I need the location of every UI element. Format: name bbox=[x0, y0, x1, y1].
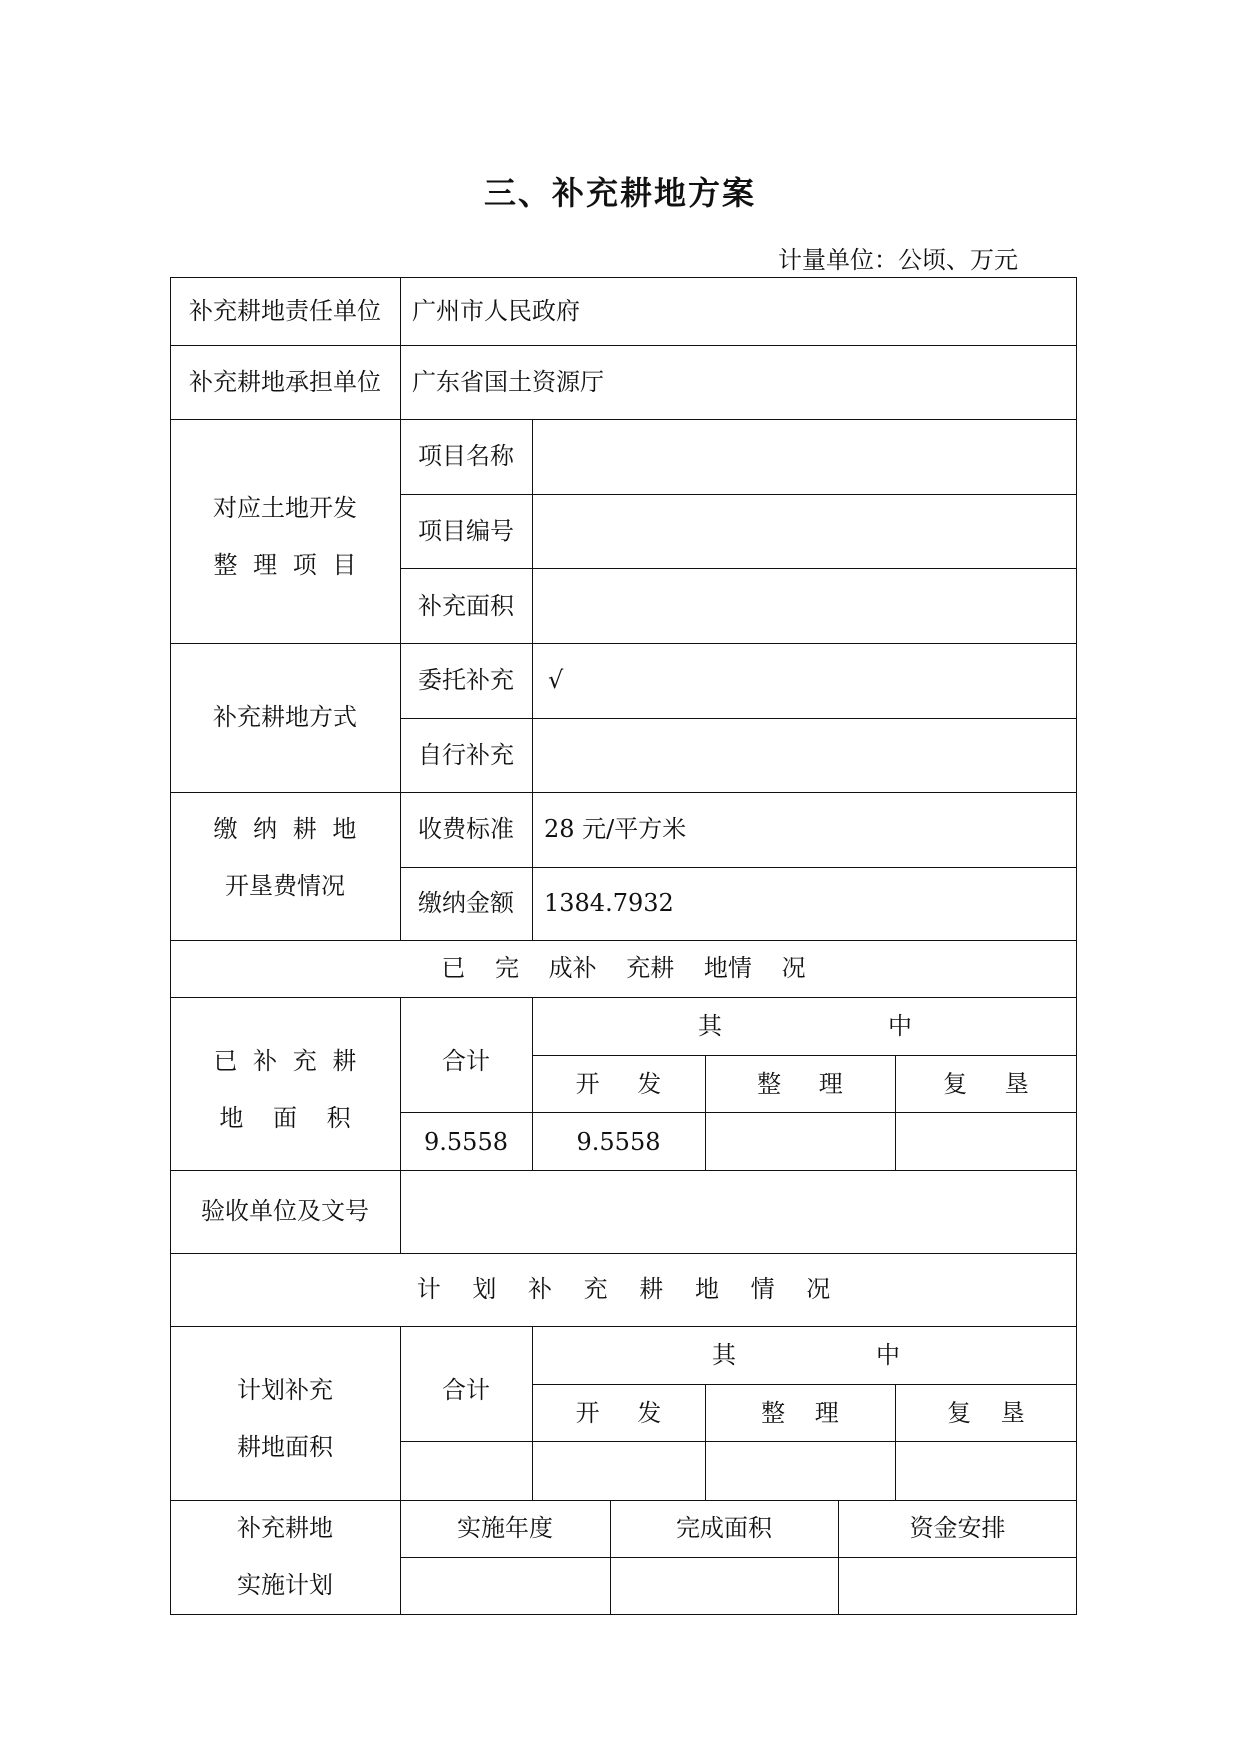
completed-label-line1: 已 补 充 耕 bbox=[213, 1047, 357, 1075]
method-label: 补充耕地方式 bbox=[213, 703, 357, 731]
divider bbox=[400, 718, 1077, 719]
planned-label-line2: 耕地面积 bbox=[237, 1433, 333, 1461]
implementation-label-line2: 实施计划 bbox=[237, 1571, 333, 1599]
fee-label-line2: 开垦费情况 bbox=[225, 872, 345, 900]
divider bbox=[400, 1326, 401, 1615]
planned-of-which-1: 其 bbox=[712, 1341, 736, 1369]
project-number-label: 项目编号 bbox=[418, 517, 514, 545]
fee-amount-label: 缴纳金额 bbox=[418, 889, 514, 917]
divider bbox=[170, 792, 1077, 793]
fee-standard-label: 收费标准 bbox=[418, 815, 514, 843]
divider bbox=[400, 997, 401, 1253]
entrusted-label: 委托补充 bbox=[418, 666, 514, 694]
implementation-area-label: 完成面积 bbox=[676, 1514, 772, 1542]
divider bbox=[400, 568, 1077, 569]
completed-total-value: 9.5558 bbox=[424, 1128, 508, 1156]
completed-label-line2: 地 面 积 bbox=[219, 1104, 351, 1132]
divider bbox=[170, 1326, 1077, 1327]
divider bbox=[400, 867, 1077, 868]
divider bbox=[170, 643, 1077, 644]
divider bbox=[532, 1384, 1077, 1385]
divider bbox=[532, 419, 533, 940]
divider bbox=[400, 1441, 1077, 1442]
project-name-label: 项目名称 bbox=[418, 442, 514, 470]
divider bbox=[400, 1557, 1077, 1558]
divider bbox=[170, 940, 1077, 941]
acceptance-label: 验收单位及文号 bbox=[201, 1197, 369, 1225]
divider bbox=[400, 1112, 1077, 1113]
divider bbox=[170, 1170, 1077, 1171]
self-label: 自行补充 bbox=[418, 741, 514, 769]
unit-note: 计量单位：公顷、万元 bbox=[778, 246, 1018, 274]
completed-consolidate-label: 整 理 bbox=[757, 1070, 843, 1098]
divider bbox=[170, 1253, 1077, 1254]
entrusted-check: √ bbox=[548, 666, 564, 694]
divider bbox=[170, 345, 1077, 346]
completed-of-which-2: 中 bbox=[888, 1012, 912, 1040]
fee-label-line1: 缴 纳 耕 地 bbox=[213, 815, 357, 843]
completed-reclaim-label: 复 垦 bbox=[943, 1070, 1029, 1098]
divider bbox=[170, 997, 1077, 998]
divider bbox=[170, 1500, 1077, 1501]
project-area-label: 补充面积 bbox=[418, 592, 514, 620]
undertaking-unit-value: 广东省国土资源厅 bbox=[412, 368, 604, 396]
planned-total-label: 合计 bbox=[442, 1376, 490, 1404]
planned-of-which-2: 中 bbox=[876, 1341, 900, 1369]
implementation-year-label: 实施年度 bbox=[457, 1514, 553, 1542]
completed-develop-label: 开 发 bbox=[575, 1070, 662, 1098]
planned-consolidate-label: 整 理 bbox=[761, 1399, 839, 1427]
responsible-unit-label: 补充耕地责任单位 bbox=[189, 297, 381, 325]
divider bbox=[532, 1055, 1077, 1056]
completed-develop-value: 9.5558 bbox=[576, 1128, 661, 1156]
divider bbox=[400, 494, 1077, 495]
planned-develop-label: 开 发 bbox=[575, 1399, 662, 1427]
planned-label-line1: 计划补充 bbox=[237, 1376, 333, 1404]
fee-amount-value: 1384.7932 bbox=[544, 889, 674, 917]
planned-section-title: 计 划 补 充 耕 地 情 况 bbox=[416, 1275, 831, 1303]
project-label-line1: 对应土地开发 bbox=[213, 494, 357, 522]
divider bbox=[170, 419, 1077, 420]
implementation-funds-label: 资金安排 bbox=[909, 1514, 1006, 1542]
completed-total-label: 合计 bbox=[442, 1047, 490, 1075]
fee-standard-value: 28 元/平方米 bbox=[544, 815, 687, 843]
responsible-unit-value: 广州市人民政府 bbox=[412, 297, 580, 325]
planned-reclaim-label: 复 垦 bbox=[947, 1399, 1025, 1427]
project-label-line2: 整 理 项 目 bbox=[213, 551, 357, 579]
undertaking-unit-label: 补充耕地承担单位 bbox=[189, 368, 381, 396]
implementation-label-line1: 补充耕地 bbox=[237, 1514, 333, 1542]
page-title: 三、补充耕地方案 bbox=[483, 174, 756, 212]
completed-section-title: 已 完 成补 充耕 地情 况 bbox=[441, 954, 806, 982]
completed-of-which-1: 其 bbox=[698, 1012, 722, 1040]
